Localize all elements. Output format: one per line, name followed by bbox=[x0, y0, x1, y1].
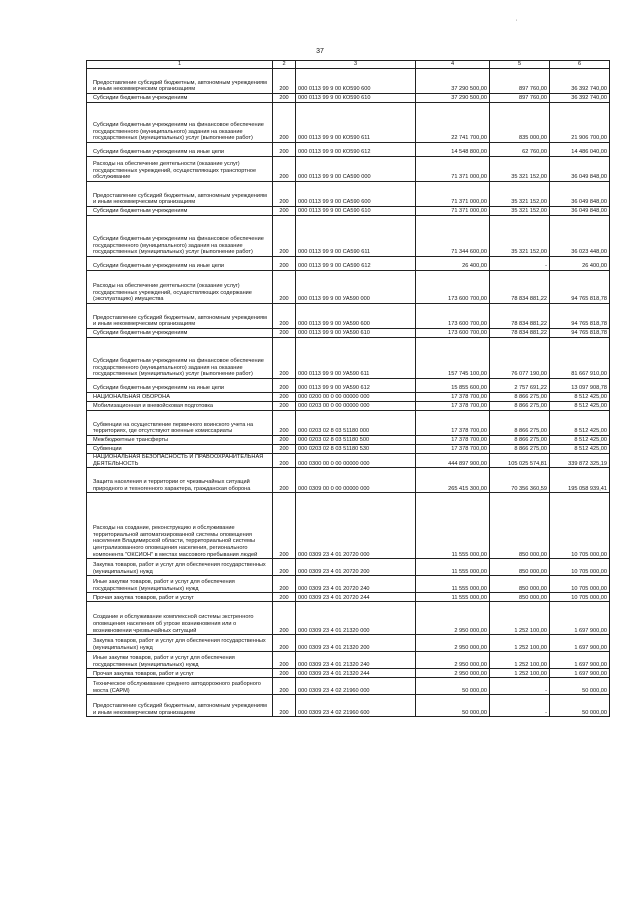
row-remaining-cell: 36 023 448,00 bbox=[550, 216, 610, 257]
row-code-cell: 200 bbox=[273, 602, 296, 635]
table-row bbox=[87, 143, 610, 157]
table-row bbox=[87, 669, 610, 678]
row-remaining-cell: 8 512 425,00 bbox=[550, 411, 610, 436]
row-code-cell: 200 bbox=[273, 143, 296, 157]
row-name-cell: Расходы на создание, реконструкцию и обслуживание территориальной автоматизированной системы оповещения населения Владимирской области, территориальной системы централизованного оповещения населения, регионального компонента "ОКСИОН" в местах массового пребывания людей bbox=[87, 493, 273, 559]
row-code-cell: 200 bbox=[273, 695, 296, 717]
table-row bbox=[87, 678, 610, 695]
row-planned-cell: 71 371 000,00 bbox=[416, 182, 490, 207]
row-remaining-cell: 8 512 425,00 bbox=[550, 402, 610, 411]
row-remaining-cell: 1 697 900,00 bbox=[550, 669, 610, 678]
row-planned-cell: 17 378 700,00 bbox=[416, 445, 490, 454]
row-executed-cell: 78 834 881,22 bbox=[490, 304, 550, 329]
row-name-cell: Мобилизационная и вневойсковая подготовка bbox=[87, 402, 273, 411]
row-code-cell: 200 bbox=[273, 157, 296, 182]
row-executed-cell: 35 321 152,00 bbox=[490, 207, 550, 216]
row-executed-cell: 1 252 100,00 bbox=[490, 652, 550, 669]
row-remaining-cell: 36 049 848,00 bbox=[550, 207, 610, 216]
table-row bbox=[87, 257, 610, 271]
row-executed-cell: 850 000,00 bbox=[490, 593, 550, 602]
row-kbk-cell: 000 0113 99 9 00 КО590 610 bbox=[296, 94, 416, 103]
row-kbk-cell: 000 0309 23 4 01 20720 244 bbox=[296, 593, 416, 602]
row-name-cell: Субвенции на осуществление первичного воинского учета на территориях, где отсутствуют военные комиссариаты bbox=[87, 411, 273, 436]
row-remaining-cell: 94 765 818,78 bbox=[550, 329, 610, 338]
row-remaining-cell: 1 697 900,00 bbox=[550, 635, 610, 652]
table-row bbox=[87, 207, 610, 216]
row-code-cell: 200 bbox=[273, 559, 296, 576]
row-kbk-cell: 000 0113 99 9 00 КО590 611 bbox=[296, 103, 416, 143]
row-kbk-cell: 000 0113 99 9 00 УА590 610 bbox=[296, 329, 416, 338]
row-kbk-cell: 000 0203 02 8 03 51180 530 bbox=[296, 445, 416, 454]
row-executed-cell: 8 866 275,00 bbox=[490, 436, 550, 445]
row-kbk-cell: 000 0113 99 9 00 УА590 600 bbox=[296, 304, 416, 329]
row-name-cell: Расходы на обеспечение деятельности (оказание услуг) государственных учреждений, осуществляющих транспортное обслуживание bbox=[87, 157, 273, 182]
row-executed-cell: 897 760,00 bbox=[490, 69, 550, 94]
header-cell: 4 bbox=[416, 61, 490, 69]
row-name-cell: Субсидии бюджетным учреждениям bbox=[87, 94, 273, 103]
row-code-cell: 200 bbox=[273, 94, 296, 103]
row-executed-cell: 850 000,00 bbox=[490, 493, 550, 559]
row-planned-cell: 11 555 000,00 bbox=[416, 559, 490, 576]
row-planned-cell: 17 378 700,00 bbox=[416, 402, 490, 411]
row-planned-cell: 173 600 700,00 bbox=[416, 329, 490, 338]
row-name-cell: НАЦИОНАЛЬНАЯ ОБОРОНА bbox=[87, 393, 273, 402]
row-planned-cell: 2 950 000,00 bbox=[416, 602, 490, 635]
row-kbk-cell: 000 0309 23 4 01 21320 244 bbox=[296, 669, 416, 678]
row-code-cell: 200 bbox=[273, 216, 296, 257]
row-code-cell: 200 bbox=[273, 635, 296, 652]
page-number: 37 bbox=[316, 48, 324, 55]
row-planned-cell: 11 555 000,00 bbox=[416, 576, 490, 593]
row-remaining-cell: 8 512 425,00 bbox=[550, 436, 610, 445]
row-remaining-cell: 1 697 900,00 bbox=[550, 652, 610, 669]
row-executed-cell: 850 000,00 bbox=[490, 559, 550, 576]
row-kbk-cell: 000 0309 23 4 01 20720 240 bbox=[296, 576, 416, 593]
row-executed-cell: 897 760,00 bbox=[490, 94, 550, 103]
row-code-cell: 200 bbox=[273, 669, 296, 678]
header-cell: 3 bbox=[296, 61, 416, 69]
row-remaining-cell: 1 697 900,00 bbox=[550, 602, 610, 635]
row-kbk-cell: 000 0309 23 4 01 21320 240 bbox=[296, 652, 416, 669]
row-code-cell: 200 bbox=[273, 678, 296, 695]
row-code-cell: 200 bbox=[273, 402, 296, 411]
table-row bbox=[87, 445, 610, 454]
row-kbk-cell: 000 0300 00 0 00 00000 000 bbox=[296, 454, 416, 468]
row-remaining-cell: 14 486 040,00 bbox=[550, 143, 610, 157]
table-row bbox=[87, 69, 610, 94]
table-row bbox=[87, 216, 610, 257]
row-planned-cell: 22 741 700,00 bbox=[416, 103, 490, 143]
row-name-cell: НАЦИОНАЛЬНАЯ БЕЗОПАСНОСТЬ И ПРАВООХРАНИТЕЛЬНАЯ ДЕЯТЕЛЬНОСТЬ bbox=[87, 454, 273, 468]
table-row bbox=[87, 103, 610, 143]
row-executed-cell: 78 834 881,22 bbox=[490, 271, 550, 304]
row-kbk-cell: 000 0200 00 0 00 00000 000 bbox=[296, 393, 416, 402]
row-planned-cell: 2 950 000,00 bbox=[416, 635, 490, 652]
row-kbk-cell: 000 0309 23 4 02 21960 000 bbox=[296, 678, 416, 695]
row-executed-cell: 1 252 100,00 bbox=[490, 602, 550, 635]
table-row bbox=[87, 411, 610, 436]
row-kbk-cell: 000 0113 99 9 00 УА590 611 bbox=[296, 338, 416, 379]
row-planned-cell: 2 950 000,00 bbox=[416, 669, 490, 678]
row-code-cell: 200 bbox=[273, 445, 296, 454]
row-name-cell: Субсидии бюджетным учреждениям на финансовое обеспечение государственного (муниципального) задания на оказание государственных (муниципальных) услуг (выполнение работ) bbox=[87, 338, 273, 379]
row-kbk-cell: 000 0203 02 8 03 51180 000 bbox=[296, 411, 416, 436]
row-executed-cell: 76 077 190,00 bbox=[490, 338, 550, 379]
row-code-cell: 200 bbox=[273, 182, 296, 207]
row-executed-cell: - bbox=[490, 678, 550, 695]
row-name-cell: Иные закупки товаров, работ и услуг для обеспечения государственных (муниципальных) нужд bbox=[87, 652, 273, 669]
row-executed-cell: - bbox=[490, 695, 550, 717]
row-planned-cell: 173 600 700,00 bbox=[416, 271, 490, 304]
row-code-cell: 200 bbox=[273, 103, 296, 143]
row-remaining-cell: 13 097 908,78 bbox=[550, 379, 610, 393]
row-code-cell: 200 bbox=[273, 411, 296, 436]
row-name-cell: Предоставление субсидий бюджетным, автономным учреждениям и иным некоммерческим организациям bbox=[87, 695, 273, 717]
row-planned-cell: 50 000,00 bbox=[416, 678, 490, 695]
table-row bbox=[87, 338, 610, 379]
table-row bbox=[87, 436, 610, 445]
row-name-cell: Закупка товаров, работ и услуг для обеспечения государственных (муниципальных) нужд bbox=[87, 635, 273, 652]
row-executed-cell: 1 252 100,00 bbox=[490, 635, 550, 652]
row-name-cell: Предоставление субсидий бюджетным, автономным учреждениям и иным некоммерческим организациям bbox=[87, 182, 273, 207]
row-name-cell: Субвенции bbox=[87, 445, 273, 454]
row-name-cell: Субсидии бюджетным учреждениям bbox=[87, 329, 273, 338]
row-name-cell: Прочая закупка товаров, работ и услуг bbox=[87, 593, 273, 602]
row-remaining-cell: 8 512 425,00 bbox=[550, 445, 610, 454]
row-name-cell: Субсидии бюджетным учреждениям на финансовое обеспечение государственного (муниципального) задания на оказание государственных (муниципальных) услуг (выполнение работ) bbox=[87, 216, 273, 257]
row-kbk-cell: 000 0309 23 4 01 20720 000 bbox=[296, 493, 416, 559]
row-executed-cell: 78 834 881,22 bbox=[490, 329, 550, 338]
row-executed-cell: 35 321 152,00 bbox=[490, 157, 550, 182]
row-code-cell: 200 bbox=[273, 393, 296, 402]
row-name-cell: Прочая закупка товаров, работ и услуг bbox=[87, 669, 273, 678]
row-kbk-cell: 000 0113 99 9 00 КО590 600 bbox=[296, 69, 416, 94]
row-name-cell: Субсидии бюджетным учреждениям на иные цели bbox=[87, 257, 273, 271]
row-kbk-cell: 000 0203 02 8 03 51180 500 bbox=[296, 436, 416, 445]
row-kbk-cell: 000 0309 23 4 01 21320 200 bbox=[296, 635, 416, 652]
row-code-cell: 200 bbox=[273, 454, 296, 468]
row-kbk-cell: 000 0309 23 4 02 21960 600 bbox=[296, 695, 416, 717]
row-name-cell: Закупка товаров, работ и услуг для обеспечения государственных (муниципальных) нужд bbox=[87, 559, 273, 576]
header-row bbox=[87, 61, 610, 69]
row-code-cell: 200 bbox=[273, 69, 296, 94]
row-planned-cell: 37 290 500,00 bbox=[416, 69, 490, 94]
table-row bbox=[87, 402, 610, 411]
table-row bbox=[87, 576, 610, 593]
row-kbk-cell: 000 0113 99 9 00 УА590 612 bbox=[296, 379, 416, 393]
row-remaining-cell: 81 667 910,00 bbox=[550, 338, 610, 379]
row-name-cell: Защита населения и территории от чрезвычайных ситуаций природного и техногенного характера, гражданская оборона bbox=[87, 468, 273, 493]
row-code-cell: 200 bbox=[273, 493, 296, 559]
header-cell: 1 bbox=[87, 61, 273, 69]
row-name-cell: Техническое обслуживание среднего автодорожного разборного моста (САРМ) bbox=[87, 678, 273, 695]
row-remaining-cell: 36 049 848,00 bbox=[550, 182, 610, 207]
row-code-cell: 200 bbox=[273, 271, 296, 304]
row-code-cell: 200 bbox=[273, 304, 296, 329]
scan-mark: ' bbox=[516, 20, 518, 26]
row-executed-cell: 105 025 574,81 bbox=[490, 454, 550, 468]
row-kbk-cell: 000 0113 99 9 00 УА590 000 bbox=[296, 271, 416, 304]
row-executed-cell: 850 000,00 bbox=[490, 576, 550, 593]
row-remaining-cell: 10 705 000,00 bbox=[550, 559, 610, 576]
row-code-cell: 200 bbox=[273, 468, 296, 493]
row-planned-cell: 2 950 000,00 bbox=[416, 652, 490, 669]
row-code-cell: 200 bbox=[273, 436, 296, 445]
row-remaining-cell: 21 906 700,00 bbox=[550, 103, 610, 143]
row-executed-cell: - bbox=[490, 257, 550, 271]
row-name-cell: Иные закупки товаров, работ и услуг для обеспечения государственных (муниципальных) нужд bbox=[87, 576, 273, 593]
table-row bbox=[87, 157, 610, 182]
row-name-cell: Субсидии бюджетным учреждениям на финансовое обеспечение государственного (муниципального) задания на оказание государственных (муниципальных) услуг (выполнение работ) bbox=[87, 103, 273, 143]
row-code-cell: 200 bbox=[273, 207, 296, 216]
table-row bbox=[87, 304, 610, 329]
row-remaining-cell: 36 392 740,00 bbox=[550, 94, 610, 103]
table-row bbox=[87, 379, 610, 393]
row-planned-cell: 17 378 700,00 bbox=[416, 411, 490, 436]
row-name-cell: Предоставление субсидий бюджетным, автономным учреждениям и иным некоммерческим организациям bbox=[87, 304, 273, 329]
table-row bbox=[87, 635, 610, 652]
row-remaining-cell: 50 000,00 bbox=[550, 695, 610, 717]
row-executed-cell: 835 000,00 bbox=[490, 103, 550, 143]
row-executed-cell: 70 356 360,59 bbox=[490, 468, 550, 493]
row-remaining-cell: 94 765 818,78 bbox=[550, 271, 610, 304]
row-remaining-cell: 195 058 939,41 bbox=[550, 468, 610, 493]
row-code-cell: 200 bbox=[273, 652, 296, 669]
row-code-cell: 200 bbox=[273, 576, 296, 593]
row-planned-cell: 11 555 000,00 bbox=[416, 493, 490, 559]
row-planned-cell: 265 415 300,00 bbox=[416, 468, 490, 493]
row-name-cell: Межбюджетные трансферты bbox=[87, 436, 273, 445]
table-row bbox=[87, 393, 610, 402]
row-kbk-cell: 000 0113 99 9 00 СА590 612 bbox=[296, 257, 416, 271]
row-remaining-cell: 339 872 325,19 bbox=[550, 454, 610, 468]
row-planned-cell: 50 000,00 bbox=[416, 695, 490, 717]
row-remaining-cell: 36 049 848,00 bbox=[550, 157, 610, 182]
row-code-cell: 200 bbox=[273, 329, 296, 338]
row-kbk-cell: 000 0309 23 4 01 20720 200 bbox=[296, 559, 416, 576]
row-kbk-cell: 000 0113 99 9 00 СА590 600 bbox=[296, 182, 416, 207]
row-planned-cell: 17 378 700,00 bbox=[416, 436, 490, 445]
row-name-cell: Субсидии бюджетным учреждениям на иные цели bbox=[87, 143, 273, 157]
budget-table-body bbox=[87, 61, 610, 717]
row-planned-cell: 444 897 900,00 bbox=[416, 454, 490, 468]
row-kbk-cell: 000 0309 00 0 00 00000 000 bbox=[296, 468, 416, 493]
header-cell: 6 bbox=[550, 61, 610, 69]
row-planned-cell: 17 378 700,00 bbox=[416, 393, 490, 402]
row-planned-cell: 37 290 500,00 bbox=[416, 94, 490, 103]
table-row bbox=[87, 652, 610, 669]
row-remaining-cell: 26 400,00 bbox=[550, 257, 610, 271]
row-kbk-cell: 000 0203 00 0 00 00000 000 bbox=[296, 402, 416, 411]
table-row bbox=[87, 454, 610, 468]
table-row bbox=[87, 593, 610, 602]
table-row bbox=[87, 559, 610, 576]
row-executed-cell: 8 866 275,00 bbox=[490, 393, 550, 402]
row-planned-cell: 157 745 100,00 bbox=[416, 338, 490, 379]
row-executed-cell: 62 760,00 bbox=[490, 143, 550, 157]
row-executed-cell: 8 866 275,00 bbox=[490, 445, 550, 454]
row-planned-cell: 173 600 700,00 bbox=[416, 304, 490, 329]
row-remaining-cell: 36 392 740,00 bbox=[550, 69, 610, 94]
row-planned-cell: 15 855 600,00 bbox=[416, 379, 490, 393]
table-row bbox=[87, 182, 610, 207]
row-planned-cell: 26 400,00 bbox=[416, 257, 490, 271]
row-name-cell: Расходы на обеспечение деятельности (оказание услуг) государственных учреждений, осуществляющих содержание (эксплуатацию) имущества bbox=[87, 271, 273, 304]
row-executed-cell: 8 866 275,00 bbox=[490, 411, 550, 436]
row-planned-cell: 11 555 000,00 bbox=[416, 593, 490, 602]
row-code-cell: 200 bbox=[273, 379, 296, 393]
header-cell: 2 bbox=[273, 61, 296, 69]
row-kbk-cell: 000 0113 99 9 00 СА590 000 bbox=[296, 157, 416, 182]
row-remaining-cell: 8 512 425,00 bbox=[550, 393, 610, 402]
table-row bbox=[87, 94, 610, 103]
row-kbk-cell: 000 0309 23 4 01 21320 000 bbox=[296, 602, 416, 635]
row-planned-cell: 71 371 000,00 bbox=[416, 207, 490, 216]
row-executed-cell: 2 757 691,22 bbox=[490, 379, 550, 393]
row-name-cell: Субсидии бюджетным учреждениям bbox=[87, 207, 273, 216]
row-name-cell: Создание и обслуживание комплексной системы экстренного оповещения населения об угрозе возникновения или о возникновении чрезвычайных ситуаций bbox=[87, 602, 273, 635]
row-kbk-cell: 000 0113 99 9 00 КО590 612 bbox=[296, 143, 416, 157]
table-row bbox=[87, 329, 610, 338]
row-remaining-cell: 10 705 000,00 bbox=[550, 576, 610, 593]
row-executed-cell: 35 321 152,00 bbox=[490, 182, 550, 207]
table-row bbox=[87, 695, 610, 717]
row-code-cell: 200 bbox=[273, 593, 296, 602]
header-cell: 5 bbox=[490, 61, 550, 69]
row-code-cell: 200 bbox=[273, 338, 296, 379]
row-planned-cell: 14 548 800,00 bbox=[416, 143, 490, 157]
row-remaining-cell: 94 765 818,78 bbox=[550, 304, 610, 329]
row-executed-cell: 1 252 100,00 bbox=[490, 669, 550, 678]
table-row bbox=[87, 468, 610, 493]
row-remaining-cell: 50 000,00 bbox=[550, 678, 610, 695]
row-kbk-cell: 000 0113 99 9 00 СА590 610 bbox=[296, 207, 416, 216]
row-kbk-cell: 000 0113 99 9 00 СА590 611 bbox=[296, 216, 416, 257]
row-name-cell: Предоставление субсидий бюджетным, автономным учреждениям и иным некоммерческим организациям bbox=[87, 69, 273, 94]
budget-table bbox=[86, 60, 610, 717]
row-remaining-cell: 10 705 000,00 bbox=[550, 593, 610, 602]
row-planned-cell: 71 344 600,00 bbox=[416, 216, 490, 257]
row-code-cell: 200 bbox=[273, 257, 296, 271]
row-executed-cell: 35 321 152,00 bbox=[490, 216, 550, 257]
table-row bbox=[87, 271, 610, 304]
row-name-cell: Субсидии бюджетным учреждениям на иные цели bbox=[87, 379, 273, 393]
row-remaining-cell: 10 705 000,00 bbox=[550, 493, 610, 559]
row-planned-cell: 71 371 000,00 bbox=[416, 157, 490, 182]
table-row bbox=[87, 602, 610, 635]
table-row bbox=[87, 493, 610, 559]
row-executed-cell: 8 866 275,00 bbox=[490, 402, 550, 411]
